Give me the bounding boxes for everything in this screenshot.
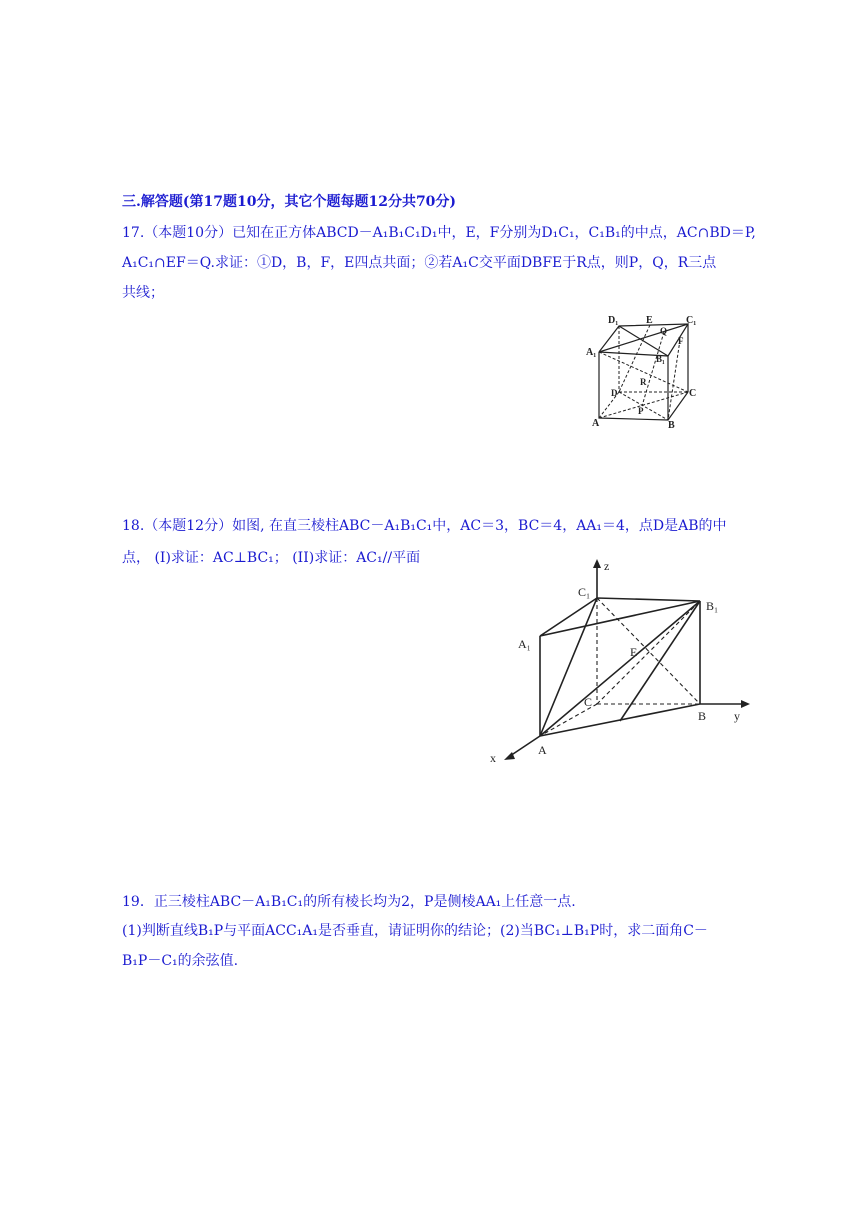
q17-line1: 17.（本题10分）已知在正方体ABCD－A₁B₁C₁D₁中，E，F分别为D₁C₁，C₁B₁的中点，AC∩BD＝P, <box>122 225 756 241</box>
cube-label-f: F <box>678 336 684 346</box>
prism-label-e: E <box>630 645 638 659</box>
cube-figure <box>582 310 702 432</box>
q19-line2: (1)判断直线B₁P与平面ACC₁A₁是否垂直，请证明你的结论；(2)当BC₁⊥B₁P时，求二面角C－ <box>122 923 708 939</box>
cube-label-d: D <box>611 388 618 398</box>
cube-label-d1: D₁ <box>608 315 619 326</box>
cube-label-a1: A₁ <box>586 347 597 358</box>
prism-label-b1: B₁ <box>706 599 719 613</box>
q17-line3: 共线； <box>122 285 164 301</box>
prism-label-a: A <box>538 743 547 757</box>
q18-line2: 点， (I)求证：AC⊥BC₁； (II)求证：AC₁//平面 <box>122 550 421 566</box>
q19-line1: 19．正三棱柱ABC－A₁B₁C₁的所有棱长均为2，P是侧棱AA₁上任意一点. <box>122 894 576 910</box>
prism-label-x: x <box>490 751 496 765</box>
cube-label-e: E <box>646 315 653 326</box>
q18-line1: 18.（本题12分）如图, 在直三棱柱ABC－A₁B₁C₁中，AC＝3，BC＝4，AA₁＝4，点D是AB的中 <box>122 518 727 534</box>
cube-label-a: A <box>592 418 600 429</box>
prism-label-c: C <box>584 695 593 709</box>
q17-line2: A₁C₁∩EF＝Q.求证：①D，B，F，E四点共面；②若A₁C交平面DBFE于R点，则P，Q，R三点 <box>122 255 717 271</box>
cube-label-q: Q <box>660 326 668 336</box>
q19-line3: B₁P－C₁的余弦值. <box>122 953 239 969</box>
prism-label-b: B <box>698 709 707 723</box>
section-title: 三.解答题(第17题10分，其它个题每题12分共70分) <box>122 194 457 210</box>
cube-label-c: C <box>689 388 697 399</box>
prism-label-z: z <box>604 559 610 573</box>
cube-label-p: P <box>638 406 644 416</box>
cube-label-c1: C₁ <box>686 315 697 326</box>
cube-label-b1: B₁ <box>656 354 665 364</box>
cube-label-b: B <box>668 420 675 431</box>
prism-label-c1: C₁ <box>578 585 591 599</box>
prism-figure <box>488 556 770 770</box>
cube-label-r: R <box>640 377 647 387</box>
prism-label-a1: A₁ <box>518 637 531 651</box>
prism-label-y: y <box>734 709 740 723</box>
